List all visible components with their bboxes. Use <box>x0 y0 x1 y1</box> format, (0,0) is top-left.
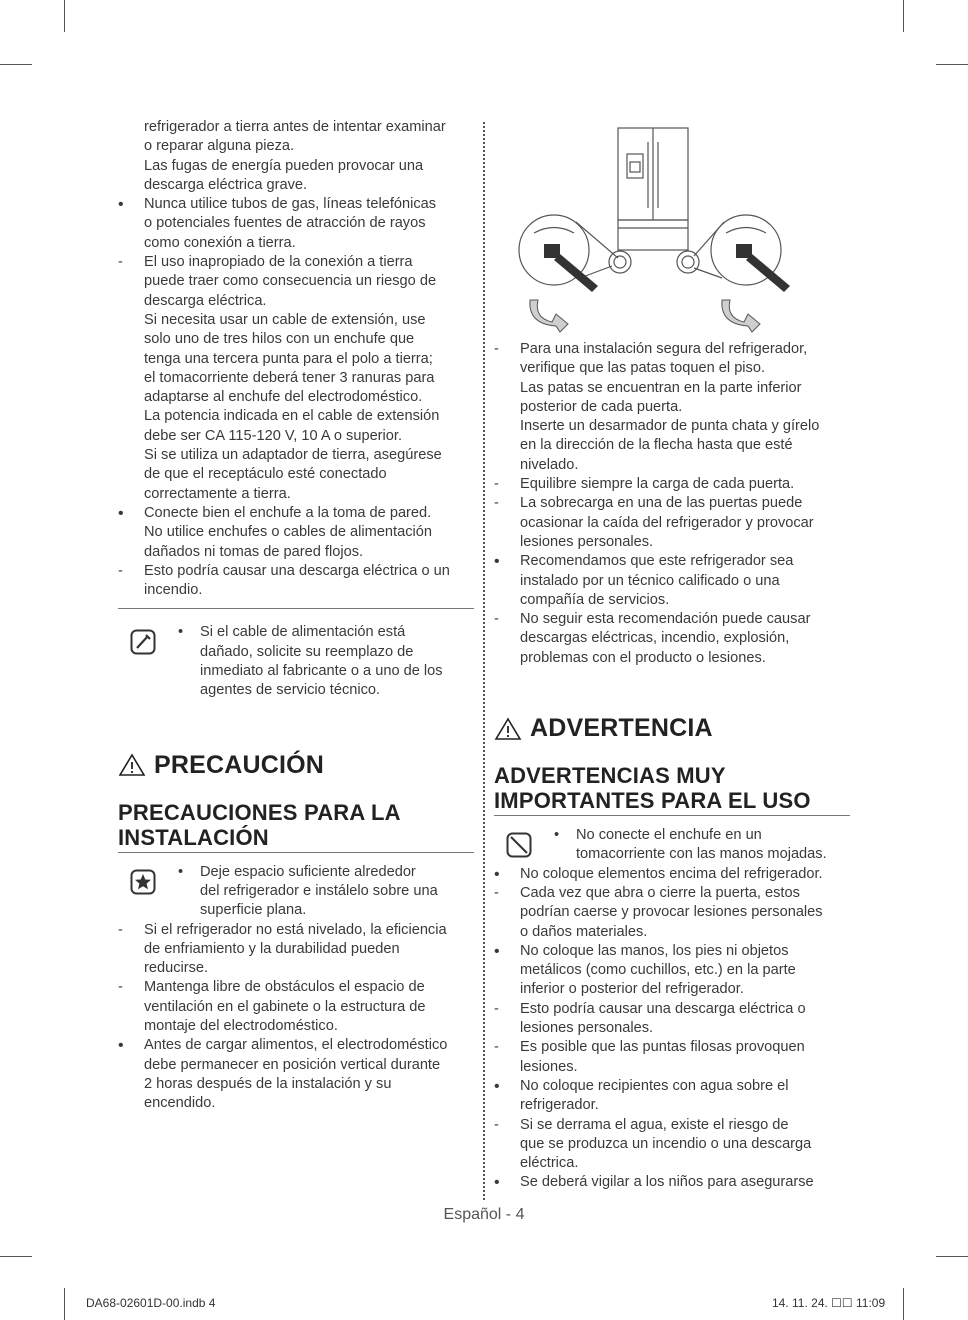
crop-mark <box>903 0 904 32</box>
intro-paragraph <box>118 118 474 195</box>
text-line: instalado por un técnico calificado o una <box>520 572 780 589</box>
text-line: puede traer como consecuencia un riesgo de <box>144 273 437 290</box>
text-line: de que el receptáculo esté conectado <box>144 466 387 483</box>
text-line: solo uno de tres hilos con un enchufe que <box>144 331 415 348</box>
text-line: tomacorriente con las manos mojadas. <box>576 846 827 863</box>
text-line: posterior de cada puerta. <box>520 398 683 415</box>
refrigerator-leveling-icon <box>494 118 850 340</box>
right-column <box>494 118 850 1193</box>
text-line: en la dirección de la flecha hasta que esté <box>520 437 793 454</box>
text-line: Recomendamos que este refrigerador sea <box>520 553 794 570</box>
bullet: • <box>118 1037 124 1055</box>
list-item <box>494 1000 850 1039</box>
text-line: descarga eléctrica grave. <box>144 176 308 193</box>
text-line: Si se derrama el agua, existe el riesgo de <box>520 1116 789 1133</box>
bullet: • <box>178 624 184 641</box>
text-line: correctamente a tierra. <box>144 485 291 502</box>
text-line: de enfriamiento y la durabilidad pueden <box>144 940 400 957</box>
text-line: reducirse. <box>144 960 209 977</box>
text-line: Nunca utilice tubos de gas, líneas telefónicas <box>144 196 437 213</box>
text-line: Esto podría causar una descarga eléctrica o <box>520 1000 806 1017</box>
list-item <box>494 340 850 475</box>
text-line: Si el cable de alimentación está <box>200 624 406 641</box>
list-item <box>494 1116 850 1174</box>
dash-marker: - <box>118 562 123 579</box>
list-item <box>494 942 850 1000</box>
text-line: No seguir esta recomendación puede causar <box>520 611 811 628</box>
bullet: • <box>178 863 184 880</box>
text-line: inferior o posterior del refrigerador. <box>520 981 744 998</box>
left-list-2 <box>118 921 474 1114</box>
bullet: • <box>494 942 500 960</box>
caution-title: PRECAUCIÓN <box>154 750 325 779</box>
text-line: dañado, solicite su reemplazo de <box>200 643 414 660</box>
text-line: Se deberá vigilar a los niños para asegurarse <box>520 1174 814 1191</box>
dash-marker: - <box>494 495 499 512</box>
dash-marker: - <box>494 341 499 357</box>
leveling-illustration <box>494 118 850 340</box>
text-line: incendio. <box>144 582 203 599</box>
text-line: problemas con el producto o lesiones. <box>520 649 766 666</box>
text-line: No conecte el enchufe en un <box>576 827 762 844</box>
list-item <box>494 610 850 668</box>
list-item <box>118 504 474 562</box>
text-line: el tomacorriente deberá tener 3 ranuras para <box>144 369 435 386</box>
text-line: inmediato al fabricante o a uno de los <box>200 663 443 680</box>
text-line: Inserte un desarmador de punta chata y gírelo <box>520 418 820 435</box>
text-line: refrigerador a tierra antes de intentar examinar <box>144 119 446 135</box>
dash-marker: - <box>494 476 499 493</box>
bullet: • <box>494 553 500 571</box>
list-item <box>118 1036 474 1113</box>
text-line: lesiones personales. <box>520 1020 654 1037</box>
text-line: Conecte bien el enchufe a la toma de pared. <box>144 504 432 521</box>
text-line: metálicos (como cuchillos, etc.) en la parte <box>520 962 796 979</box>
bullet: • <box>118 196 124 214</box>
text-line: adaptarse al enchufe del electrodoméstico. <box>144 389 423 406</box>
text-line: compañía de servicios. <box>520 591 670 608</box>
star-icon <box>130 869 156 895</box>
text-line: verifique que las patas toquen el piso. <box>520 360 766 377</box>
text-line: Si necesita usar un cable de extensión, use <box>144 311 426 328</box>
text-line: debe permanecer en posición vertical durante <box>144 1056 441 1073</box>
text-line: del refrigerador e instálelo sobre una <box>200 882 438 899</box>
text-line: superficie plana. <box>200 902 307 919</box>
left-column <box>118 118 474 1113</box>
crop-mark <box>0 64 32 65</box>
text-line: Antes de cargar alimentos, el electrodoméstico <box>144 1037 448 1054</box>
dash-marker: - <box>118 979 123 996</box>
bullet: • <box>494 865 500 883</box>
list-item <box>118 562 474 601</box>
text-line: No coloque elementos encima del refrigerador. <box>520 865 823 882</box>
file-slug: DA68-02601D-00.indb 4 <box>86 1296 216 1310</box>
text-line: Equilibre siempre la carga de cada puerta. <box>520 476 795 493</box>
list-item <box>118 978 474 1036</box>
text-line: encendido. <box>144 1095 216 1112</box>
text-line: No utilice enchufes o cables de alimentación <box>144 524 432 541</box>
text-line: Deje espacio suficiente alrededor <box>200 863 416 880</box>
text-line: Mantenga libre de obstáculos el espacio de <box>144 979 425 996</box>
crop-mark <box>936 1256 968 1257</box>
dash-marker: - <box>494 1039 499 1056</box>
text-line: lesiones. <box>520 1058 578 1075</box>
prohibited-icon <box>506 832 532 858</box>
page-number: Español - 4 <box>443 1206 525 1223</box>
text-line: como conexión a tierra. <box>144 234 296 251</box>
dash-marker: - <box>118 921 123 938</box>
section-rule <box>118 608 474 609</box>
date-slug: 14. 11. 24. ☐☐ 11:09 <box>772 1296 886 1310</box>
section-subtitle <box>118 800 474 853</box>
bullet: • <box>494 1077 500 1095</box>
bullet: • <box>554 827 560 844</box>
text-line: Las fugas de energía pueden provocar una <box>144 157 424 174</box>
crop-mark <box>936 64 968 65</box>
subtitle-line: ADVERTENCIAS MUY <box>494 763 726 789</box>
crop-mark <box>64 0 65 32</box>
text-line: podrían caerse y provocar lesiones personales <box>520 904 823 921</box>
text-line: Cada vez que abra o cierre la puerta, estos <box>520 884 800 901</box>
bullet: • <box>118 504 124 522</box>
text-line: No coloque recipientes con agua sobre el <box>520 1077 789 1094</box>
text-line: tenga una tercera punta para el polo a tierra; <box>144 350 433 367</box>
warning-heading <box>494 714 850 743</box>
text-line: o reparar alguna pieza. <box>144 138 295 155</box>
bullet: • <box>494 1174 500 1192</box>
text-line: ocasionar la caída del refrigerador y provocar <box>520 514 814 531</box>
prohibit-note-block <box>494 826 850 865</box>
note-block <box>118 623 474 700</box>
text-line: 2 horas después de la instalación y su <box>144 1075 392 1092</box>
warning-title: ADVERTENCIA <box>530 714 713 743</box>
list-item <box>494 865 850 884</box>
list-item <box>494 884 850 942</box>
list-item <box>118 253 474 504</box>
list-item <box>494 475 850 494</box>
text-line: La potencia indicada en el cable de extensión <box>144 408 440 425</box>
text-line: Esto podría causar una descarga eléctrica o un <box>144 562 450 579</box>
list-item <box>494 1038 850 1077</box>
list-item <box>494 1173 850 1192</box>
dash-marker: - <box>118 254 123 271</box>
subtitle-line: IMPORTANTES PARA EL USO <box>494 788 811 814</box>
star-note-block <box>118 863 474 921</box>
text-line: La sobrecarga en una de las puertas puede <box>520 495 803 512</box>
text-line: Las patas se encuentran en la parte inferior <box>520 379 802 396</box>
column-divider <box>483 122 485 1200</box>
text-line: dañados ni tomas de pared flojos. <box>144 543 364 560</box>
left-list <box>118 195 474 600</box>
text-line: montaje del electrodoméstico. <box>144 1017 338 1034</box>
caution-heading <box>118 751 474 780</box>
right-list-2 <box>494 865 850 1193</box>
crop-mark <box>0 1256 32 1257</box>
dash-marker: - <box>494 1116 499 1133</box>
crop-mark <box>64 1288 65 1320</box>
text-line: que se produzca un incendio o una descarga <box>520 1135 812 1152</box>
list-item <box>118 921 474 979</box>
text-line: descarga eléctrica. <box>144 292 267 309</box>
list-item <box>118 195 474 253</box>
warning-triangle-icon <box>118 753 146 777</box>
dash-marker: - <box>494 611 499 628</box>
dash-marker: - <box>494 1000 499 1017</box>
text-line: Si el refrigerador no está nivelado, la eficiencia <box>144 921 447 938</box>
text-line: El uso inapropiado de la conexión a tierra <box>144 254 413 271</box>
subtitle-line: PRECAUCIONES PARA LA <box>118 799 401 825</box>
text-line: Para una instalación segura del refrigerador, <box>520 341 808 357</box>
text-line: agentes de servicio técnico. <box>200 682 381 699</box>
text-line: refrigerador. <box>520 1097 599 1114</box>
dash-marker: - <box>494 884 499 901</box>
list-item <box>494 494 850 552</box>
note-pencil-icon <box>130 629 156 655</box>
section-subtitle <box>494 763 850 816</box>
list-item <box>494 552 850 610</box>
crop-mark <box>903 1288 904 1320</box>
text-line: nivelado. <box>520 456 579 473</box>
text-line: ventilación en el gabinete o la estructura de <box>144 998 426 1015</box>
text-line: lesiones personales. <box>520 533 654 550</box>
text-line: No coloque las manos, los pies ni objetos <box>520 942 789 959</box>
text-line: Es posible que las puntas filosas provoquen <box>520 1039 805 1056</box>
subtitle-line: INSTALACIÓN <box>118 824 269 850</box>
text-line: debe ser CA 115-120 V, 10 A o superior. <box>144 427 403 444</box>
text-line: o daños materiales. <box>520 923 648 940</box>
list-item <box>494 1077 850 1116</box>
text-line: Si se utiliza un adaptador de tierra, asegúrese <box>144 447 442 464</box>
text-line: descargas eléctricas, incendio, explosión, <box>520 630 790 647</box>
text-line: o potenciales fuentes de atracción de rayos <box>144 215 426 232</box>
right-list <box>494 340 850 668</box>
text-line: eléctrica. <box>520 1155 579 1172</box>
warning-triangle-icon <box>494 717 522 741</box>
